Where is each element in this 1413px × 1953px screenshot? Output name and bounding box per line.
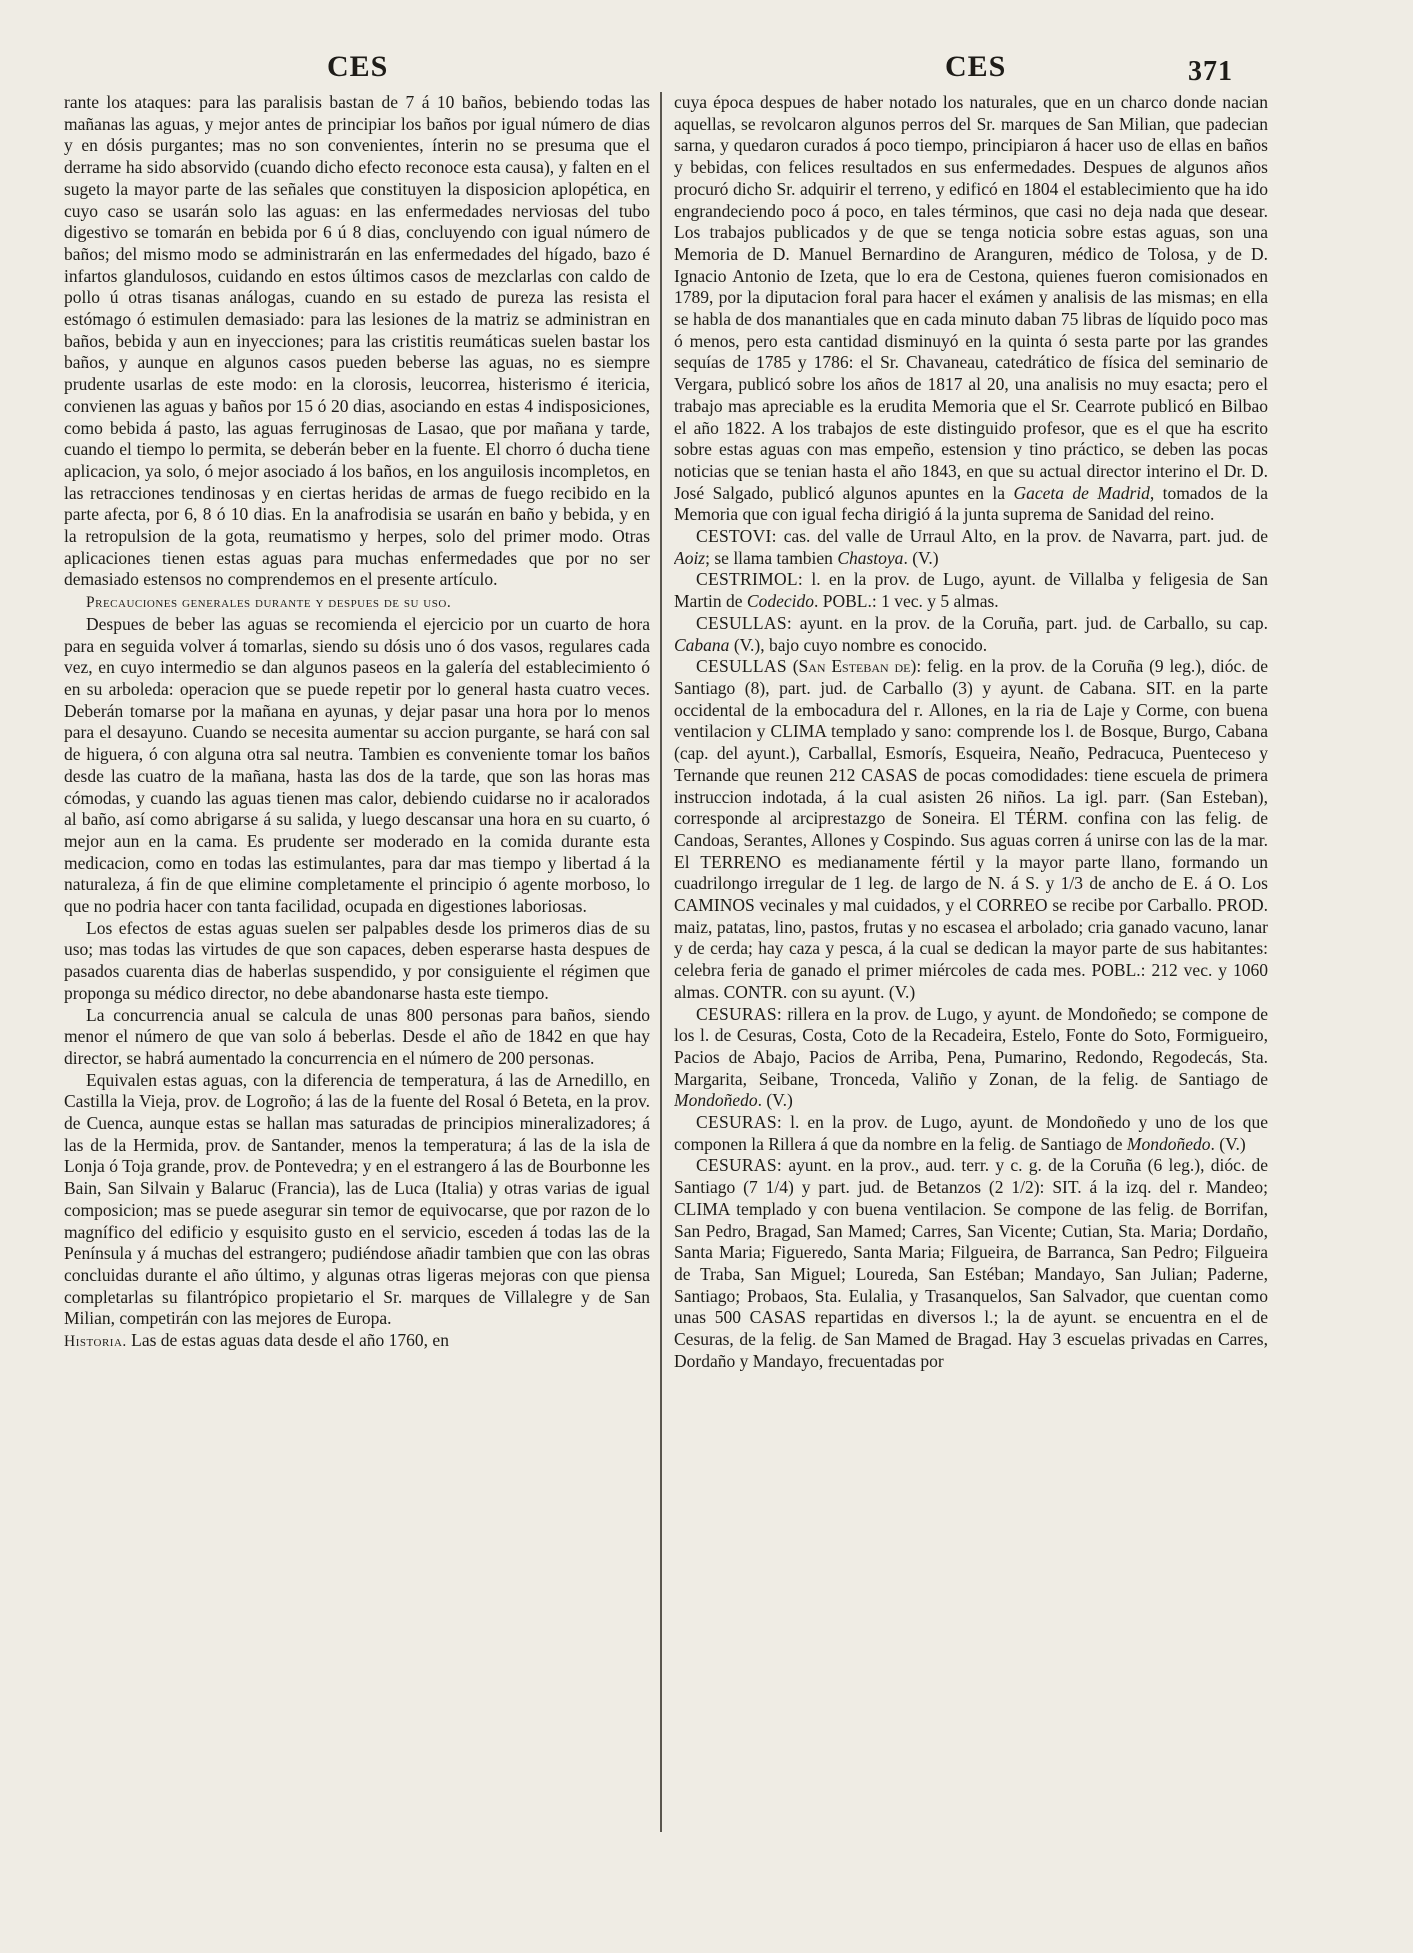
- entry-text: . (V.): [757, 1090, 793, 1111]
- entry-text: ayunt. en la prov. de la Coruña, part. jud. de Carballo, su cap.: [799, 612, 1268, 633]
- entry-cestovi: [674, 526, 1268, 569]
- entry-cesuras-lugar: [674, 1112, 1268, 1155]
- right-column: [674, 92, 1268, 1937]
- section-label: Historia.: [64, 1333, 127, 1351]
- italic-text: Mondoñedo: [674, 1090, 758, 1111]
- entry-text: . (V.): [1210, 1133, 1246, 1154]
- paragraph: [674, 92, 1268, 526]
- italic-text: Codecido: [746, 591, 814, 612]
- entry-cestrimol: [674, 569, 1268, 612]
- left-column: [64, 92, 650, 1937]
- entry-subhead: (San Esteban de):: [792, 656, 922, 677]
- entry-text: rillera en la prov. de Lugo, y ayunt. de Mondoñedo; se compone de los l. de Cesuras, Costa, Coto de la Recadeira, Estelo, Fonte do Soto, Formigueiro, Pacios de Abajo, Pacios de Arriba, Pena, Pumarino, Redondo, Regodecás, Sta. Margarita, Seibane, Tronceda, Valiño y Zonan, de la felig. de Santiago de: [674, 1003, 1268, 1089]
- entry-text: l. en la prov. de Lugo, ayunt. de Mondoñedo y uno de los que componen la Rillera á que da nombre en la felig. de Santiago de: [674, 1112, 1268, 1154]
- running-head-right: CES: [945, 50, 1007, 83]
- entry-text: (V.), bajo cuyo nombre es conocido.: [733, 634, 988, 655]
- entry-head: CESTRIMOL:: [696, 569, 804, 590]
- page-number: 371: [1188, 56, 1233, 87]
- paragraph: Equivalen estas aguas, con la diferencia de temperatura, á las de Arnedillo, en Castilla la Vieja, prov. de Logroño; á las de la fuente del Rosal ó Beteta, en la prov. de Cuenca, aunque estas se hallan mas saturadas de principios mineralizadores; á las de la Hermida, prov. de Santander, menos la temperatura; á las de la isla de Lonja ó Toja grande, prov. de Pontevedra; y en el estrangero á las de Bourbonne les Bain, San Silvain y Balaruc (Francia), las de Luca (Italia) y otras varias de igual composicion; mas se puede asegurar sin temor de equivocarse, que por razon de lo magnífico del edificio y esquisito gusto en el servicio, esceden á todas las de la Península y á muchas del estrangero; pudiéndose añadir tambien que con las obras concluidas durante el año último, y algunas otras ligeras mejoras con que piensa completarlas su filantrópico propietario el Sr. marques de Villalegre y de San Milian, competirán con las mejores de Europa.: [64, 1069, 650, 1329]
- entry-head: CESTOVI:: [696, 526, 777, 547]
- entry-head: CESURAS:: [696, 1003, 783, 1024]
- entry-text: ayunt. en la prov., aud. terr. y c. g. de la Coruña (6 leg.), dióc. de Santiago (7 1/4) y part. jud. de Betanzos (2 1/2): SIT. á la izq. del r. Mandeo; CLIMA templado y con buena ventilacion. Se compone de las felig. de Borrifan, San Pedro, Bragad, San Mamed; Carres, San Vicente; Cutian, Sta. Maria; Dordaño, Santa Maria; Figueredo, Santa Maria; Filgueira, de Barranca, San Pedro; Filgueira de Traba, San Miguel; Loureda, San Estéban; Mandayo, San Julian; Paderne, Santiago; Probaos, Sta. Eulalia, y Trasanquelos, San Salvador, que cuentan como unas 500 CASAS repartidas en diversos l.; la de ayunt. se encuentra en el de Cesuras, de la felig. de San Mamed de Bragad. Hay 3 escuelas privadas en Carres, Dordaño y Mandayo, frecuentadas por: [674, 1155, 1268, 1371]
- paragraph-text: , tomados de la Memoria que con igual fecha dirigió á la junta suprema de Sanidad del reino.: [674, 482, 1268, 525]
- entry-cesullas-san-esteban: [674, 656, 1268, 1003]
- paragraph-text: cuya época despues de haber notado los naturales, que en un charco donde nacian aquellas, se revolcaron algunos perros del Sr. marques de San Milian, que padecian sarna, y quedaron curados á poco tiempo, principiaron á hacer uso de ellas en baños y bebidas, con felices resultados en sus enfermedades. Despues de algunos años procuró dicho Sr. adquirir el terreno, y edificó en 1804 el establecimiento que ha ido engrandeciendo poco á poco, en tales términos, que casi no deja nada que desear. Los trabajos publicados y de que se tenga noticia sobre estas aguas, son una Memoria de D. Manuel Bernardino de Aranguren, médico de Tolosa, y de D. Ignacio Antonio de Izeta, que lo era de Cestona, quienes fueron comisionados en 1789, por la diputacion foral para hacer el exámen y analisis de las mismas; en ella se habla de dos manantiales que en cada minuto daban 75 libras de líquido poco mas ó menos, pero esta cantidad disminuyó en la quinta ó sesta parte por las grandes sequías de 1785 y 1786: el Sr. Chavaneau, catedrático de física del seminario de Vergara, publicó sobre los años de 1817 al 20, una analisis no muy esacta; pero el trabajo mas apreciable es la erudita Memoria que el Sr. Cearrote publicó en Bilbao el año 1822. A los trabajos de este distinguido profesor, que es el que ha escrito sobre estas aguas con mas empeño, estension y tino práctico, se deben las pocas noticias que se tenian hasta el año 1843, en que su actual director interino el Dr. D. José Salgado, publicó algunos apuntes en la: [674, 92, 1268, 503]
- entry-head: CESULLAS: [696, 656, 787, 677]
- paragraph: rante los ataques: para las paralisis bastan de 7 á 10 baños, bebiendo todas las mañanas las aguas, y mejor antes de principiar los baños por igual número de dias y en dósis purgantes; mas no son convenientes, ínterin no se presuma que el derrame ha sido absorvido (cuando dicho efecto reconoce esta causa), y falten en el sugeto la mayor parte de las señales que constituyen la disposicion aplopética, en cuyo caso se usarán solo las aguas: en las enfermedades nerviosas del tubo digestivo se tomarán en bebida por 6 ú 8 dias, concluyendo con igual número de baños; del mismo modo se administrarán en las enfermedades del hígado, bazo é infartos glandulosos, cuidando en estos últimos casos de mezclarlas con caldo de pollo ú otras tisanas análogas, cuando en su estado de pureza las resista el estómago ó estimulen demasiado: para las lesiones de la matriz se administran en baños, bebida y aun en inyecciones; para las cristitis reumáticas suelen bastar los baños, y aunque en algunos casos pueden beberse las aguas, no es siempre prudente usarlas de este modo: en la clorosis, leucorrea, histerismo é itericia, convienen las aguas y baños por 15 ó 20 dias, asociando en estas 4 indisposiciones, como bebida á pasto, las aguas ferruginosas de Lasao, que por mañana y tarde, cuando el tiempo lo permita, se deberán beber en la fuente. El chorro ó ducha tiene aplicacion, ya solo, ó mejor asociado á los baños, en los anguilosis incompletos, en las retracciones tendinosas y en ciertas heridas de armas de fuego recibido en la parte afecta, por 6, 8 ó 10 dias. En la anafrodisia se usarán en baño y bebida, y en la retropulsion de la gota, reumatismo y herpes, solo del primer modo. Otras aplicaciones tienen estas aguas para muchas enfermedades que por no ser demasiado estensos no comprendemos en el presente artículo.: [64, 92, 650, 590]
- entry-cesullas: [674, 613, 1268, 656]
- entry-cesuras-rillera: [674, 1004, 1268, 1113]
- paragraph: Despues de beber las aguas se recomienda el ejercicio por un cuarto de hora para en seguida volver á tomarlas, siendo su dósis uno ó dos vasos, regulares cada vez, en cuyo intermedio se dan algunos paseos en la galería del establecimiento ó en su arboleda: operacion que se puede repetir por lo general hasta cuatro veces. Deberán tomarse por la mañana en ayunas, y dejar pasar una hora por lo menos para el desayuno. Cuando se necesita aumentar su accion purgante, se hará con sal de higuera, ó con alguna otra sal neutra. Tambien es conveniente tomar los baños desde las cuatro de la mañana, hasta las dos de la tarde, que son las horas mas cómodas, y cuando las aguas tienen mas calor, debiendo cuidarse no ir acalorados al baño, así como abrigarse á su salida, y luego descansar una hora en su cuarto, ó mejor aun en la cama. Es prudente ser moderado en la comida durante esta medicacion, como en todas las estimulantes, para dar mas tiempo y libertad á la naturaleza, á fin de que elimine completamente el principio ó agente morboso, lo que no podria hacer con tanta facilidad, ocupada en digestiones laboriosas.: [64, 613, 650, 917]
- column-divider: [660, 92, 662, 1832]
- entry-text: felig. en la prov. de la Coruña (9 leg.), dióc. de Santiago (8), part. jud. de Carballo (3) y ayunt. de Cabana. SIT. en la parte occidental de la embocadura del r. Allones, en la ria de Laje y Corme, con buena ventilacion y CLIMA templado y sano: comprende los l. de Bosque, Burgo, Cabana (cap. del ayunt.), Carballal, Esmorís, Esqueira, Neaño, Pedracuca, Puenteceso y Ternande que reunen 212 CASAS de pocas comodidades: tiene escuela de primera instruccion indotada, á la cual asisten 26 niños. La igl. parr. (San Esteban), corresponde al arciprestazgo de Soneira. El TÉRM. confina con las felig. de Candoas, Serantes, Allones y Cospindo. Sus aguas corren á unirse con las de la mar. El TERRENO es medianamente fértil y la mayor parte llano, formando un cuadrilongo irregular de 1 leg. de largo de N. á S. y 1/3 de ancho de E. á O. Los CAMINOS vecinales y mal cuidados, y el CORREO se recibe por Carballo. PROD. maiz, patatas, lino, pastos, frutas y no escasea el arbolado; cria ganado vacuno, lanar y de cerda; hay caza y pesca, á la cual se dedican la mayor parte de sus habitantes: celebra feria de ganado el primer miércoles de cada mes. POBL.: 212 vec. y 1060 almas. CONTR. con su ayunt. (V.): [674, 656, 1268, 1002]
- paragraph: [64, 591, 650, 614]
- entry-text: . POBL.: 1 vec. y 5 almas.: [813, 591, 999, 612]
- paragraph: [64, 1330, 650, 1353]
- italic-text: Aoiz: [674, 547, 706, 568]
- entry-head: CESURAS:: [696, 1112, 783, 1133]
- entry-text: ; se llama tambien: [705, 547, 833, 568]
- paragraph: La concurrencia anual se calcula de unas 800 personas para baños, siendo menor el número de que van solo á beberlas. Desde el año de 1842 en que hay director, se habrá aumentado la concurrencia en el número de 200 personas.: [64, 1004, 650, 1068]
- entry-text: . (V.): [903, 547, 939, 568]
- entry-head: CESULLAS:: [696, 612, 793, 633]
- italic-text: Cabana: [674, 634, 730, 655]
- paragraph-text: Las de estas aguas data desde el año 1760, en: [131, 1330, 449, 1351]
- entry-cesuras-ayunt: [674, 1155, 1268, 1372]
- entry-text: cas. del valle de Urraul Alto, en la prov. de Navarra, part. jud. de: [783, 526, 1268, 547]
- italic-text: Mondoñedo: [1126, 1133, 1211, 1154]
- running-head-left: CES: [327, 50, 389, 83]
- paragraph: Los efectos de estas aguas suelen ser palpables desde los primeros dias de su uso; mas todas las virtudes de que son capaces, deben esperarse hasta despues de pasados cuarenta dias de haberlas suspendido, y por consiguiente el régimen que proponga su médico director, no debe abandonarse hasta este tiempo.: [64, 917, 650, 1003]
- section-heading: Precauciones generales durante y despues de su uso.: [86, 594, 452, 612]
- entry-text: l. en la prov. de Lugo, ayunt. de Villalba y feligesia de San Martin de: [674, 569, 1268, 612]
- entry-head: CESURAS:: [696, 1155, 783, 1176]
- italic-text: Gaceta de Madrid: [1013, 482, 1150, 503]
- italic-text: Chastoya: [837, 547, 904, 568]
